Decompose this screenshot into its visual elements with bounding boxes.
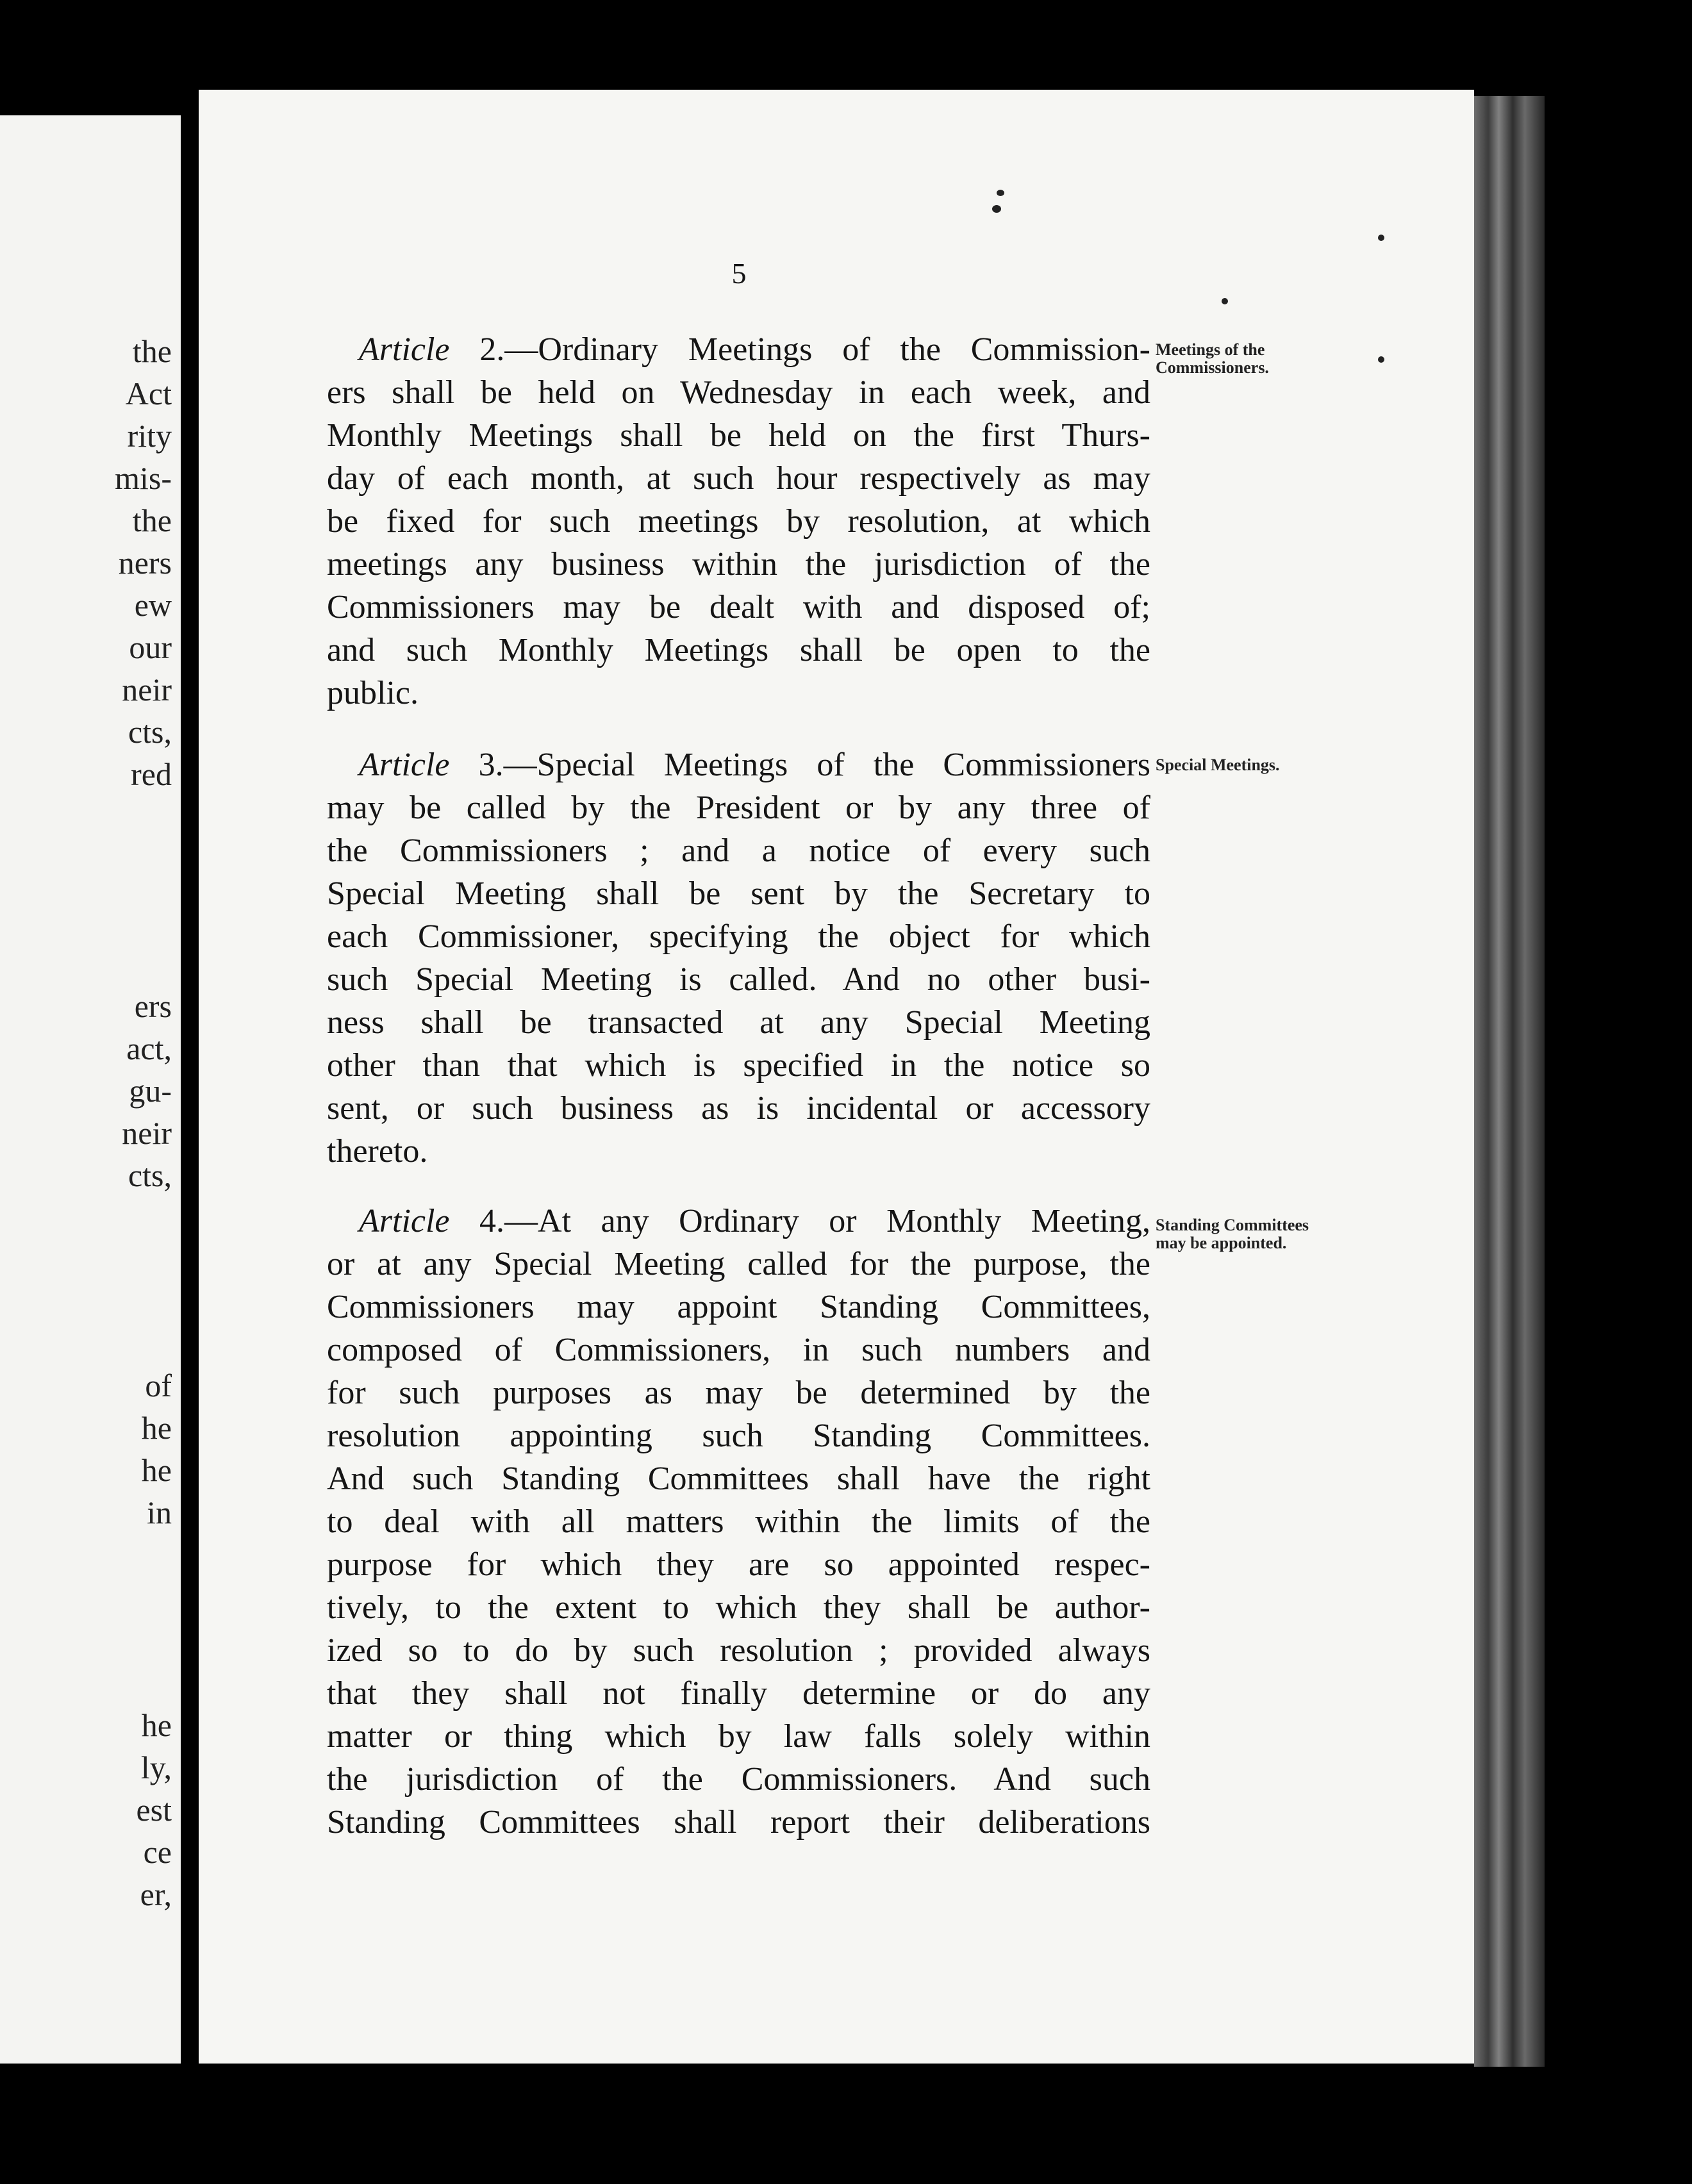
left-page-fragment: ew — [134, 587, 172, 623]
left-page-fragment: act, — [126, 1030, 172, 1066]
ink-speck — [1378, 356, 1384, 363]
article-2-first-line — [327, 328, 1150, 371]
left-page-fragment: he — [141, 1452, 172, 1488]
article-3-paragraph — [327, 743, 1150, 1173]
article-number: 4.— — [449, 1203, 538, 1239]
left-page-fragment: our — [129, 629, 172, 665]
article-text-line: sent, or such business as is incidental or accessory — [327, 1090, 1150, 1127]
article-3-first-line — [327, 743, 1150, 786]
left-page-fragment: gu- — [129, 1073, 172, 1109]
article-text-line: Special Meetings of the Commissioners — [536, 747, 1150, 783]
article-text-line: that they shall not finally determine or do any — [327, 1675, 1150, 1712]
article-4-paragraph — [327, 1200, 1150, 1844]
article-text-line: Special Meeting shall be sent by the Secretary to — [327, 875, 1150, 912]
article-text-line: meetings any business within the jurisdiction of the — [327, 546, 1150, 583]
article-text-line: day of each month, at such hour respectively as may — [327, 460, 1150, 497]
article-text-line: At any Ordinary or Monthly Meeting, — [538, 1203, 1151, 1239]
article-text-line: each Commissioner, specifying the object for which — [327, 918, 1150, 955]
article-text-line: and such Monthly Meetings shall be open to the — [327, 632, 1150, 668]
article-text-line: may be called by the President or by any three of — [327, 790, 1150, 826]
article-text-line: purpose for which they are so appointed respec- — [327, 1546, 1150, 1583]
left-page-fragment: cts, — [128, 714, 172, 750]
ink-speck — [992, 205, 1001, 213]
margin-note-special-meetings: Special Meetings. — [1156, 756, 1280, 774]
article-number: 2.— — [449, 331, 538, 368]
article-text-line: the Commissioners ; and a notice of every such — [327, 832, 1150, 869]
left-page-fragment: Act — [125, 376, 172, 411]
left-page-fragment: he — [141, 1707, 172, 1743]
article-text-line: Monthly Meetings shall be held on the first Thurs- — [327, 417, 1150, 454]
article-2-paragraph — [327, 328, 1150, 715]
article-text-line: other than that which is specified in the notice so — [327, 1047, 1150, 1084]
margin-note-meetings: Meetings of the Commissioners. — [1156, 340, 1269, 377]
article-text-line: matter or thing which by law falls solely within — [327, 1718, 1150, 1755]
left-page-fragment: est — [136, 1792, 172, 1828]
left-page-fragment: er, — [140, 1876, 172, 1912]
ink-speck — [1378, 235, 1384, 241]
article-text-line: resolution appointing such Standing Committees. — [327, 1418, 1150, 1454]
article-text-line: thereto. — [327, 1133, 428, 1170]
article-text-line: Commissioners may appoint Standing Committees, — [327, 1289, 1150, 1325]
article-text-line: be fixed for such meetings by resolution, at which — [327, 503, 1150, 540]
article-text-line: for such purposes as may be determined by the — [327, 1375, 1150, 1411]
ink-speck — [1222, 298, 1228, 304]
article-4-first-line — [327, 1200, 1150, 1243]
left-page-fragment: ly, — [140, 1750, 172, 1785]
left-page-fragment: red — [131, 756, 172, 792]
article-text-line: composed of Commissioners, in such numbers and — [327, 1332, 1150, 1368]
article-number: 3.— — [449, 747, 537, 783]
left-page-fragment: mis- — [115, 460, 172, 496]
left-page-fragment: neir — [122, 1115, 172, 1151]
article-text-line: such Special Meeting is called. And no other busi- — [327, 961, 1150, 998]
article-text-line: tively, to the extent to which they shall be author- — [327, 1589, 1150, 1626]
article-text-line: or at any Special Meeting called for the purpose, the — [327, 1246, 1150, 1282]
page-edges — [1474, 96, 1545, 2067]
left-page-fragment: ners — [118, 545, 172, 581]
left-page-fragment: of — [145, 1368, 172, 1403]
left-page-fragment: the — [132, 333, 172, 369]
article-text-line: ers shall be held on Wednesday in each week, and — [327, 374, 1150, 411]
left-page-fragment: he — [141, 1410, 172, 1446]
margin-note-standing-committees: Standing Committees may be appointed. — [1156, 1216, 1309, 1252]
page-number: 5 — [731, 257, 747, 290]
article-text-line: ness shall be transacted at any Special Meeting — [327, 1004, 1150, 1041]
left-page-fragment: ers — [134, 988, 172, 1024]
article-text-line: public. — [327, 675, 419, 711]
left-page-fragment: cts, — [128, 1157, 172, 1193]
article-text-line: Ordinary Meetings of the Commission- — [538, 331, 1150, 368]
article-text-line: Commissioners may be dealt with and disposed of; — [327, 589, 1150, 625]
left-facing-page — [0, 115, 181, 2064]
left-page-fragment: in — [147, 1494, 172, 1530]
ink-speck — [997, 190, 1004, 196]
article-label: Article — [359, 1203, 450, 1239]
left-page-fragment: ce — [143, 1834, 172, 1870]
article-text-line: Standing Committees shall report their deliberations — [327, 1804, 1150, 1841]
article-text-line: the jurisdiction of the Commissioners. And such — [327, 1761, 1150, 1798]
left-page-fragment: the — [132, 502, 172, 538]
article-label: Article — [359, 747, 450, 783]
left-page-fragment: rity — [127, 418, 172, 454]
book-gutter — [181, 103, 199, 2083]
article-text-line: ized so to do by such resolution ; provided always — [327, 1632, 1150, 1669]
article-text-line: to deal with all matters within the limits of the — [327, 1503, 1150, 1540]
article-label: Article — [359, 331, 450, 368]
article-text-line: And such Standing Committees shall have the right — [327, 1460, 1150, 1497]
left-page-fragment: neir — [122, 672, 172, 707]
